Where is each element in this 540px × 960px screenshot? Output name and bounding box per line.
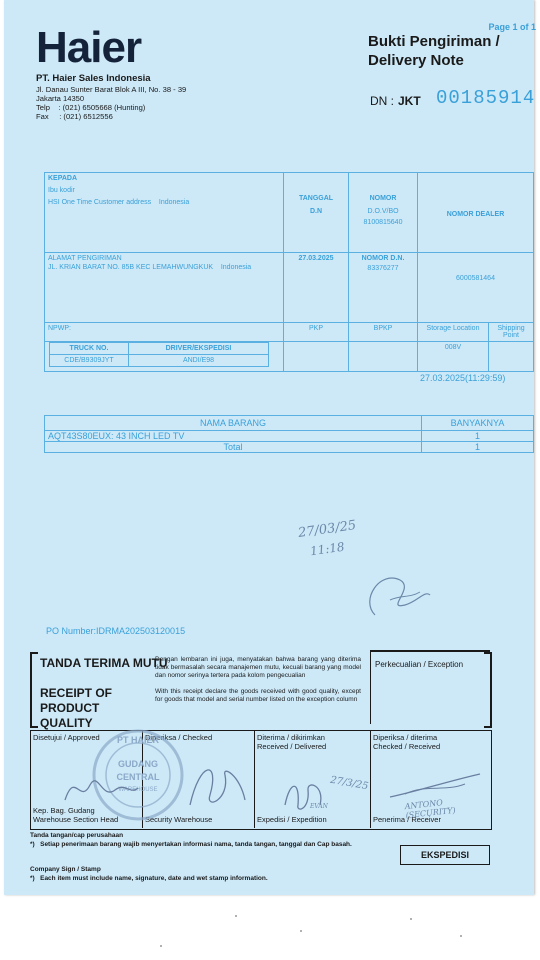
nomor-dealer-header: NOMOR DEALER — [418, 173, 534, 253]
item-qty: 1 — [422, 431, 534, 442]
signature-divider-2 — [254, 730, 255, 828]
scan-speck — [160, 945, 162, 947]
sig-head-label-2: Warehouse Section Head — [33, 815, 119, 824]
handwritten-date: 27/03/25 — [297, 518, 358, 541]
sig-checked-label: Diperiksa / Checked — [145, 733, 213, 742]
svg-text:WAREHOUSE: WAREHOUSE — [118, 787, 158, 793]
truck-driver-cell — [45, 342, 284, 372]
sig-checked-received-label — [373, 733, 440, 751]
print-timestamp: 27.03.2025(11:29:59) — [420, 373, 506, 383]
pkp-label: PKP — [284, 323, 349, 342]
handwritten-expedition-date: 27/3/25 — [329, 774, 370, 793]
dn-prefix: JKT — [398, 94, 421, 108]
footnote-1-text: *) Setiap penerimaan barang wajib menyertakan informasi nama, tanda tangan, tanggal dan Cap basah. — [30, 841, 352, 848]
dealer-value: 6000581464 — [418, 253, 534, 323]
kepada-label: KEPADA — [48, 175, 78, 182]
receipt-title-id: TANDA TERIMA MUTU — [40, 656, 168, 670]
exception-label: Perkecualian / Exception — [375, 660, 464, 669]
info-table — [44, 172, 534, 372]
sig-checked-received-id: Diperiksa / diterima — [373, 733, 438, 742]
signature-approved — [60, 760, 140, 810]
kepada-address: HSI One Time Customer address — [48, 199, 152, 206]
svg-text:PT HAIER: PT HAIER — [116, 735, 160, 745]
tanggal-label: TANGGAL — [298, 195, 334, 202]
sig-received-label — [257, 733, 326, 751]
company-address-2: Jakarta 14350 — [36, 94, 85, 103]
handwritten-time: 11:18 — [309, 539, 346, 559]
scan-speck — [410, 918, 412, 920]
kepada-country: Indonesia — [158, 199, 190, 206]
alamat-label: ALAMAT PENGIRIMAN — [48, 255, 122, 262]
col-banyaknya: BANYAKNYA — [422, 416, 534, 431]
exception-divider — [370, 650, 371, 724]
receipt-bracket-left — [30, 652, 38, 728]
footnote-1-title: Tanda tangan/cap perusahaan — [30, 832, 124, 839]
svg-text:CENTRAL: CENTRAL — [116, 772, 160, 782]
footnote-2-text: *) Each item must include name, signature, date and wet stamp information. — [30, 875, 268, 882]
handwritten-receiver-name: ANTONO (SECURITY) — [404, 798, 457, 821]
truck-label: TRUCK NO. — [50, 343, 129, 355]
ekspedisi-box: EKSPEDISI — [400, 845, 490, 865]
signature-security — [180, 755, 250, 815]
driver-value: ANDI/E98 — [129, 355, 269, 367]
nomor-header — [349, 173, 418, 253]
storage-value: 008V — [418, 342, 489, 372]
truck-driver-table — [49, 342, 269, 367]
exception-top-rule — [370, 650, 490, 652]
sig-head-label-1: Kep. Bag. Gudang — [33, 806, 95, 815]
sig-received-label-en: Received / Delivered — [257, 742, 327, 751]
nomor-dn-label: NOMOR D.N. — [361, 255, 405, 262]
company-fax: Fax : (021) 6512556 — [36, 112, 113, 121]
receipt-title-en: RECEIPT OF PRODUCT QUALITY — [40, 686, 113, 730]
shipping-label: Shipping Point — [489, 323, 534, 342]
handwritten-signature — [355, 560, 435, 620]
company-name: PT. Haier Sales Indonesia — [36, 73, 151, 84]
sig-approved-label: Disetujui / Approved — [33, 733, 100, 742]
item-row — [45, 431, 534, 442]
kepada-name: Ibu kodir — [48, 187, 75, 194]
col-nama-barang: NAMA BARANG — [45, 416, 422, 431]
haier-logo: Haier — [36, 23, 142, 72]
alamat-cell — [45, 253, 284, 323]
sig-receiver-label: Penerima / Receiver — [373, 815, 441, 824]
dn-label: DN : — [370, 94, 394, 108]
alamat-country: Indonesia — [220, 264, 252, 271]
tanggal-dn-label: D.N — [309, 208, 323, 215]
sig-expedition-label: Expedisi / Expedition — [257, 815, 327, 824]
company-phone: Telp : (021) 6505668 (Hunting) — [36, 103, 146, 112]
storage-label: Storage Location — [418, 323, 489, 342]
page-indicator: Page 1 of 1 — [488, 22, 536, 32]
total-label: Total — [45, 442, 422, 453]
items-table — [44, 415, 534, 453]
sig-received-label-id: Diterima / dikirimkan — [257, 733, 325, 742]
tanggal-header — [284, 173, 349, 253]
total-value: 1 — [422, 442, 534, 453]
nomor-dn-value: 83376277 — [367, 265, 399, 272]
svg-text:GUDANG: GUDANG — [118, 759, 158, 769]
bpkp-value — [349, 342, 418, 372]
kepada-cell — [45, 173, 284, 253]
scan-speck — [235, 915, 237, 917]
nomor-label: NOMOR — [369, 195, 397, 202]
handwritten-expedition-name: EVAN — [310, 803, 328, 810]
nomor-dovbo-value: 8100815640 — [363, 219, 403, 226]
truck-value: CDE/B9309JYT — [50, 355, 129, 367]
shipping-value — [489, 342, 534, 372]
document-title — [368, 32, 500, 70]
alamat-value: JL. KRIAN BARAT NO. 85B KEC LEMAHWUNGKUK — [48, 264, 214, 271]
footnote-2-title: Company Sign / Stamp — [30, 866, 101, 873]
nomor-dovbo-label: D.O.V/BO — [367, 208, 399, 215]
bpkp-label: BPKP — [349, 323, 418, 342]
sig-security-label: Security Warehouse — [145, 815, 213, 824]
dn-number: 00185914 — [436, 87, 536, 109]
sig-checked-received-en: Checked / Received — [373, 742, 441, 751]
company-address-1: Jl. Danau Sunter Barat Blok A III, No. 38 - 39 — [36, 85, 187, 94]
receipt-text-id: Dengan lembaran ini juga, menyatakan bahwa barang yang diterima tidak bermasalah secara manajemen mutu, kecuali barang yang model dan nomor serinya tertera pada kolom pengecualian — [155, 656, 361, 679]
document-title-en: Delivery Note — [368, 52, 464, 69]
tanggal-value: 27.03.2025 — [284, 253, 349, 323]
receipt-text-en: With this receipt declare the goods received with good quality, except for goods that model and serial number listed on the exception column — [155, 688, 361, 703]
po-number: PO Number:IDRMA202503120015 — [46, 626, 186, 636]
npwp-label: NPWP: — [45, 323, 284, 342]
signature-divider-3 — [370, 730, 371, 828]
scan-speck — [300, 930, 302, 932]
scan-speck — [460, 935, 462, 937]
document-title-id: Bukti Pengiriman / — [368, 33, 500, 50]
driver-label: DRIVER/EKSPEDISI — [129, 343, 269, 355]
nomor-dn-cell — [349, 253, 418, 323]
item-name: AQT43S80EUX: 43 INCH LED TV — [45, 431, 422, 442]
receipt-bracket-right — [484, 652, 492, 728]
pkp-value — [284, 342, 349, 372]
